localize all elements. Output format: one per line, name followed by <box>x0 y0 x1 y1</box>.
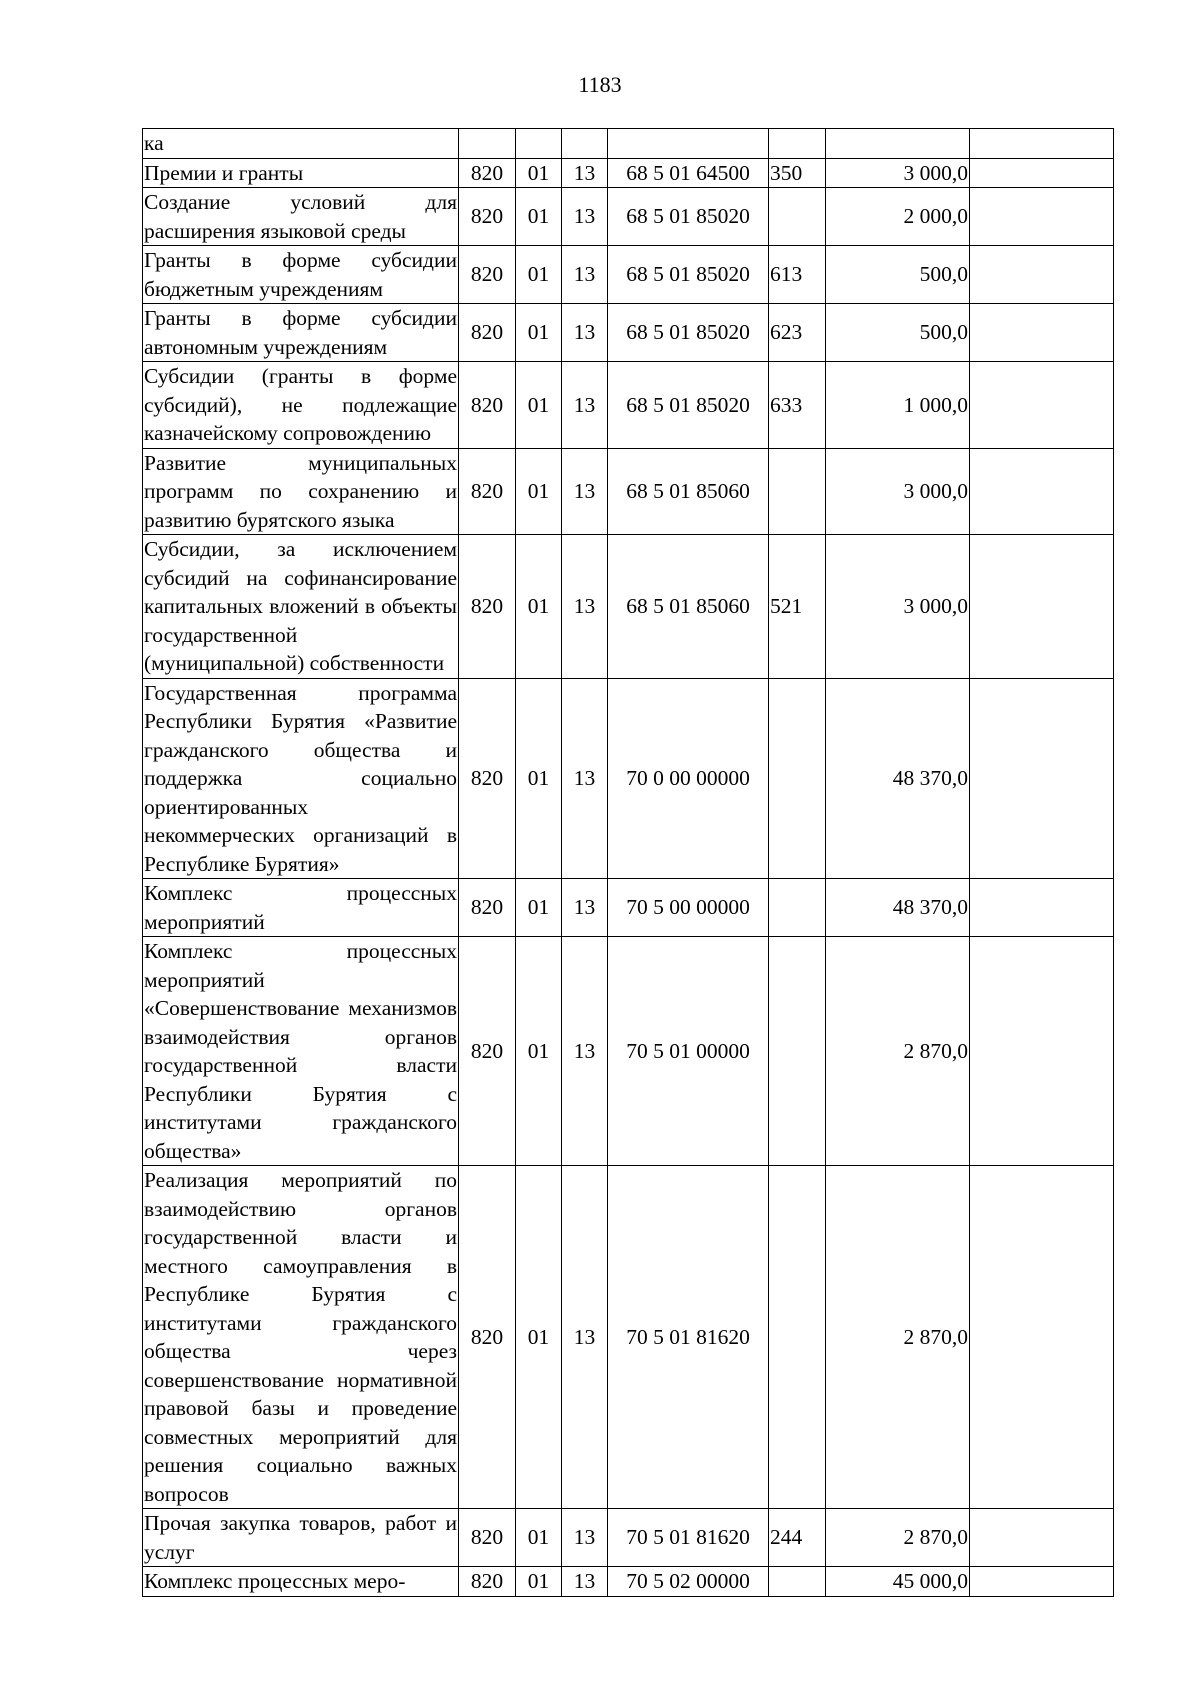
section-code: 01 <box>516 1166 562 1509</box>
extra-amount <box>970 678 1114 879</box>
grbs-code: 820 <box>459 937 516 1166</box>
grbs-code: 820 <box>459 1567 516 1597</box>
extra-amount <box>970 937 1114 1166</box>
amount: 500,0 <box>826 304 970 362</box>
amount: 3 000,0 <box>826 448 970 535</box>
table-row <box>143 1509 1114 1567</box>
target-article-code: 68 5 01 64500 <box>608 158 769 188</box>
target-article-code: 70 5 01 81620 <box>608 1166 769 1509</box>
section-code: 01 <box>516 362 562 449</box>
expense-type-code <box>769 879 826 937</box>
item-name: Прочая закупка товаров, работ и услуг <box>143 1509 459 1567</box>
grbs-code: 820 <box>459 362 516 449</box>
expense-type-code: 350 <box>769 158 826 188</box>
table-row <box>143 535 1114 679</box>
table-row <box>143 1567 1114 1597</box>
target-article-code: 68 5 01 85020 <box>608 362 769 449</box>
target-article-code: 70 5 01 00000 <box>608 937 769 1166</box>
target-article-code: 68 5 01 85020 <box>608 304 769 362</box>
expense-type-code <box>769 1166 826 1509</box>
target-article-code: 68 5 01 85020 <box>608 188 769 246</box>
item-name: Создание условий для расширения языковой среды <box>143 188 459 246</box>
subsection-code: 13 <box>562 188 608 246</box>
grbs-code: 820 <box>459 879 516 937</box>
table-row <box>143 448 1114 535</box>
amount: 48 370,0 <box>826 678 970 879</box>
extra-amount <box>970 1567 1114 1597</box>
expense-type-code: 244 <box>769 1509 826 1567</box>
amount: 3 000,0 <box>826 158 970 188</box>
item-name: Гранты в форме субсидии автономным учреждениям <box>143 304 459 362</box>
amount: 2 870,0 <box>826 1166 970 1509</box>
subsection-code: 13 <box>562 246 608 304</box>
extra-amount <box>970 304 1114 362</box>
extra-amount <box>970 158 1114 188</box>
grbs-code: 820 <box>459 448 516 535</box>
section-code: 01 <box>516 678 562 879</box>
grbs-code: 820 <box>459 1166 516 1509</box>
expense-type-code: 613 <box>769 246 826 304</box>
item-name: Государственная программа Республики Бурятия «Развитие гражданского общества и поддержка социально ориентированных некоммерческих организаций в Республике Бурятия» <box>143 678 459 879</box>
subsection-code: 13 <box>562 937 608 1166</box>
grbs-code: 820 <box>459 246 516 304</box>
table-row <box>143 246 1114 304</box>
grbs-code: 820 <box>459 188 516 246</box>
target-article-code: 68 5 01 85020 <box>608 246 769 304</box>
amount: 500,0 <box>826 246 970 304</box>
section-code: 01 <box>516 246 562 304</box>
section-code: 01 <box>516 1509 562 1567</box>
table-row <box>143 158 1114 188</box>
extra-amount <box>970 1509 1114 1567</box>
extra-amount <box>970 246 1114 304</box>
amount: 48 370,0 <box>826 879 970 937</box>
section-code: 01 <box>516 879 562 937</box>
target-article-code: 70 5 01 81620 <box>608 1509 769 1567</box>
table-row <box>143 937 1114 1166</box>
budget-table <box>142 128 1114 1597</box>
amount: 1 000,0 <box>826 362 970 449</box>
subsection-code: 13 <box>562 362 608 449</box>
section-code: 01 <box>516 304 562 362</box>
amount: 2 000,0 <box>826 188 970 246</box>
expense-type-code <box>769 1567 826 1597</box>
subsection-code: 13 <box>562 158 608 188</box>
section-code: 01 <box>516 937 562 1166</box>
extra-amount <box>970 188 1114 246</box>
extra-amount <box>970 1166 1114 1509</box>
item-name: Реализация мероприятий по взаимодействию органов государственной власти и местного самоуправления в Республике Бурятия с институтами гражданского общества через совершенствование нормативной правовой базы и проведение совместных мероприятий для решения социально важных вопросов <box>143 1166 459 1509</box>
table-row <box>143 1166 1114 1509</box>
item-name: Субсидии (гранты в форме субсидий), не подлежащие казначейскому сопровождению <box>143 362 459 449</box>
expense-type-code <box>769 678 826 879</box>
table-row <box>143 304 1114 362</box>
target-article-code: 68 5 01 85060 <box>608 535 769 679</box>
extra-amount <box>970 535 1114 679</box>
section-code: 01 <box>516 535 562 679</box>
subsection-code <box>562 129 608 159</box>
item-name: Гранты в форме субсидии бюджетным учреждениям <box>143 246 459 304</box>
target-article-code: 70 5 02 00000 <box>608 1567 769 1597</box>
item-name: Развитие муниципальных программ по сохранению и развитию бурятского языка <box>143 448 459 535</box>
expense-type-code <box>769 448 826 535</box>
amount <box>826 129 970 159</box>
grbs-code: 820 <box>459 304 516 362</box>
item-name: ка <box>143 129 459 159</box>
amount: 2 870,0 <box>826 1509 970 1567</box>
expense-type-code: 521 <box>769 535 826 679</box>
grbs-code: 820 <box>459 1509 516 1567</box>
item-name: Комплекс процессных мероприятий «Совершенствование механизмов взаимодействия органов государственной власти Республики Бурятия с институтами гражданского общества» <box>143 937 459 1166</box>
table-row <box>143 129 1114 159</box>
section-code <box>516 129 562 159</box>
expense-type-code <box>769 937 826 1166</box>
extra-amount <box>970 879 1114 937</box>
expense-type-code: 623 <box>769 304 826 362</box>
subsection-code: 13 <box>562 1166 608 1509</box>
section-code: 01 <box>516 448 562 535</box>
page-number: 1183 <box>578 72 622 97</box>
amount: 45 000,0 <box>826 1567 970 1597</box>
grbs-code: 820 <box>459 678 516 879</box>
grbs-code: 820 <box>459 158 516 188</box>
grbs-code: 820 <box>459 535 516 679</box>
item-name: Комплекс процессных меро- <box>143 1567 459 1597</box>
amount: 3 000,0 <box>826 535 970 679</box>
target-article-code: 70 5 00 00000 <box>608 879 769 937</box>
expense-type-code <box>769 129 826 159</box>
table-row <box>143 188 1114 246</box>
section-code: 01 <box>516 158 562 188</box>
subsection-code: 13 <box>562 448 608 535</box>
subsection-code: 13 <box>562 1567 608 1597</box>
table-row <box>143 879 1114 937</box>
amount: 2 870,0 <box>826 937 970 1166</box>
extra-amount <box>970 362 1114 449</box>
item-name: Субсидии, за исключением субсидий на софинансирование капитальных вложений в объекты государственной (муниципальной) собственности <box>143 535 459 679</box>
subsection-code: 13 <box>562 879 608 937</box>
expense-type-code <box>769 188 826 246</box>
section-code: 01 <box>516 188 562 246</box>
subsection-code: 13 <box>562 535 608 679</box>
grbs-code <box>459 129 516 159</box>
table-row <box>143 678 1114 879</box>
table-row <box>143 362 1114 449</box>
extra-amount <box>970 448 1114 535</box>
subsection-code: 13 <box>562 678 608 879</box>
extra-amount <box>970 129 1114 159</box>
expense-type-code: 633 <box>769 362 826 449</box>
target-article-code: 70 0 00 00000 <box>608 678 769 879</box>
target-article-code <box>608 129 769 159</box>
item-name: Комплекс процессных мероприятий <box>143 879 459 937</box>
target-article-code: 68 5 01 85060 <box>608 448 769 535</box>
subsection-code: 13 <box>562 304 608 362</box>
subsection-code: 13 <box>562 1509 608 1567</box>
item-name: Премии и гранты <box>143 158 459 188</box>
section-code: 01 <box>516 1567 562 1597</box>
